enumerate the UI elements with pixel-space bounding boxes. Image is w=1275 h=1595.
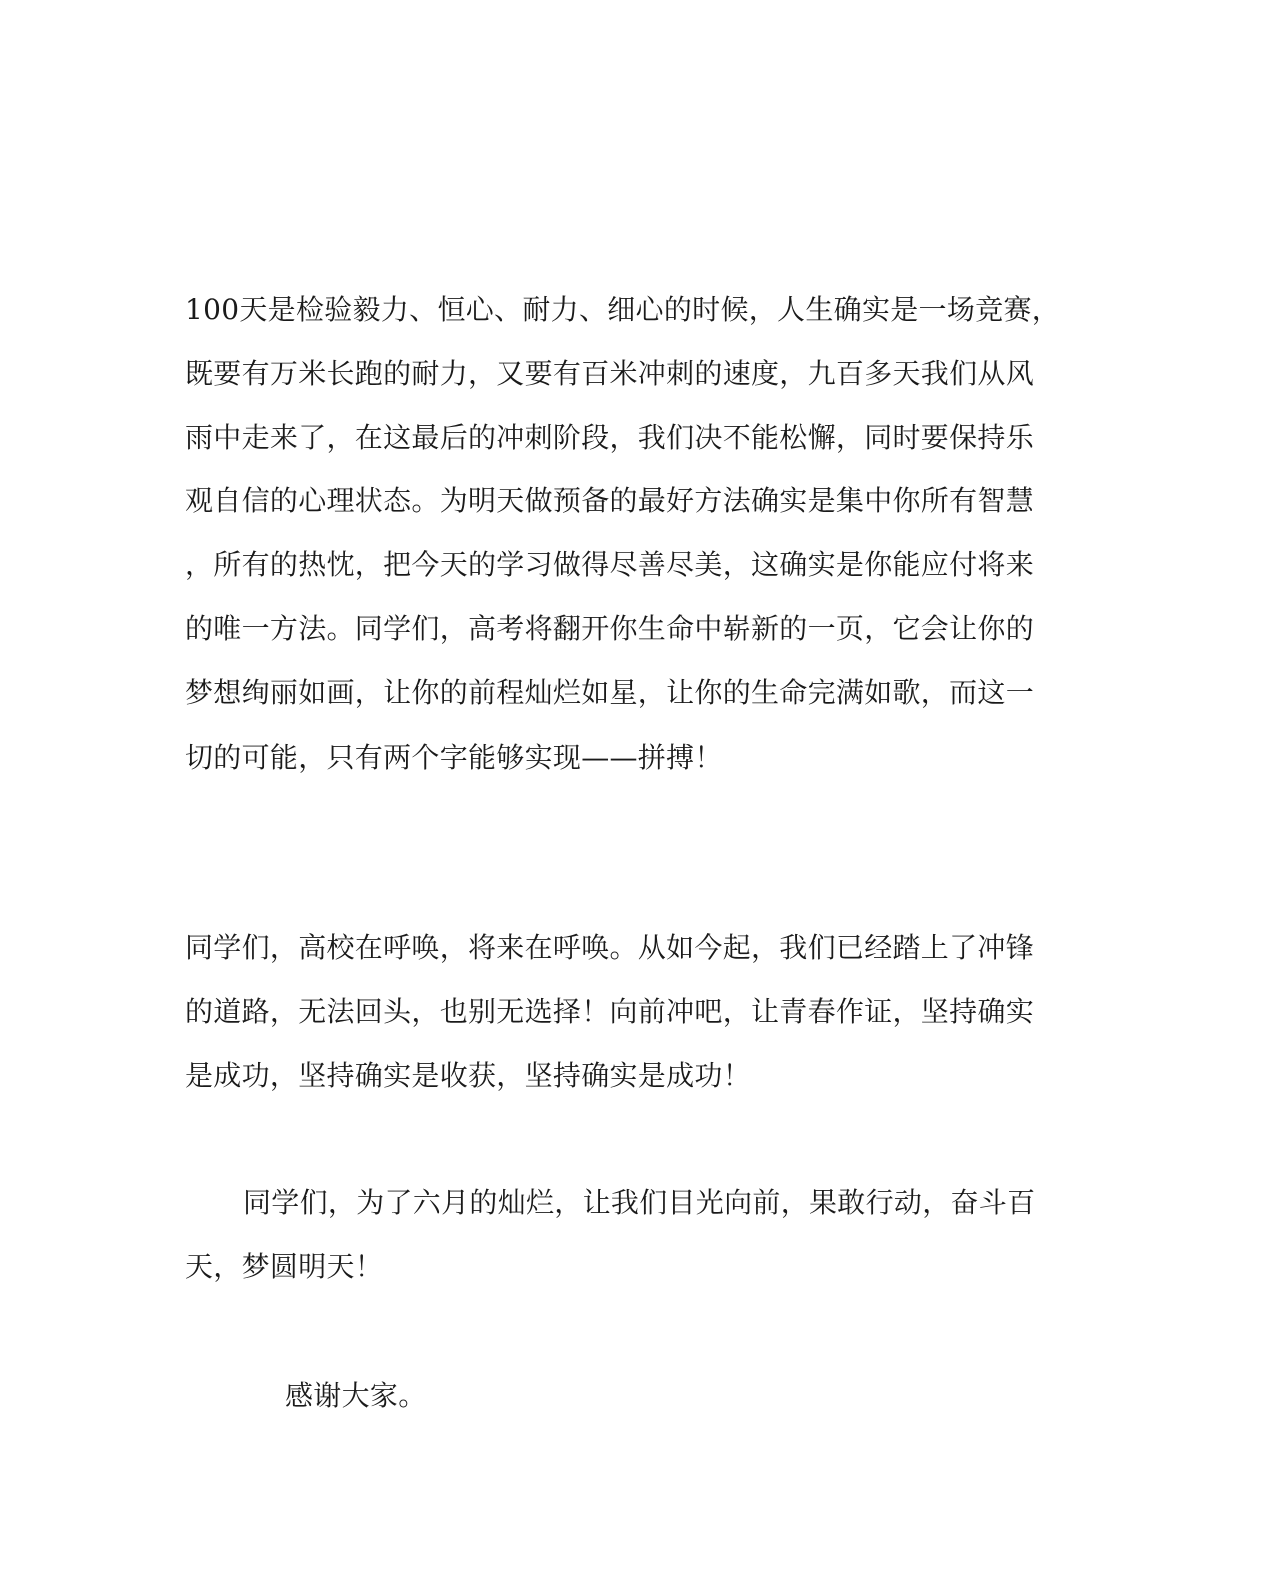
paragraph-1-line-8: 切的可能，只有两个字能够实现——拼搏！ [185, 741, 723, 774]
paragraph-2-line-3: 是成功，坚持确实是收获，坚持确实是成功！ [185, 1059, 752, 1092]
paragraph-1-line-3: 雨中走来了，在这最后的冲刺阶段，我们决不能松懈，同时要保持乐 [185, 421, 1035, 454]
closing-line: 感谢大家。 [285, 1379, 427, 1412]
paragraph-1-line-1: 100天是检验毅力、恒心、耐力、细心的时候，人生确实是一场竞赛， [185, 293, 1061, 326]
paragraph-1-line-4: 观自信的心理状态。为明天做预备的最好方法确实是集中你所有智慧 [185, 484, 1035, 517]
paragraph-1-line-5: ，所有的热忱，把今天的学习做得尽善尽美，这确实是你能应付将来 [185, 548, 1035, 581]
paragraph-3-line-1: 同学们，为了六月的灿烂，让我们目光向前，果敢行动，奋斗百 [243, 1186, 1036, 1219]
paragraph-2-line-1: 同学们，高校在呼唤，将来在呼唤。从如今起，我们已经踏上了冲锋 [185, 931, 1035, 964]
paragraph-1-line-7: 梦想绚丽如画，让你的前程灿烂如星，让你的生命完满如歌，而这一 [185, 676, 1035, 709]
paragraph-1-line-6: 的唯一方法。同学们，高考将翻开你生命中崭新的一页，它会让你的 [185, 612, 1035, 645]
paragraph-3-line-2: 天，梦圆明天！ [185, 1250, 384, 1283]
paragraph-2-line-2: 的道路，无法回头，也别无选择！向前冲吧，让青春作证，坚持确实 [185, 995, 1035, 1028]
paragraph-1-line-2: 既要有万米长跑的耐力，又要有百米冲刺的速度，九百多天我们从风 [185, 357, 1035, 390]
